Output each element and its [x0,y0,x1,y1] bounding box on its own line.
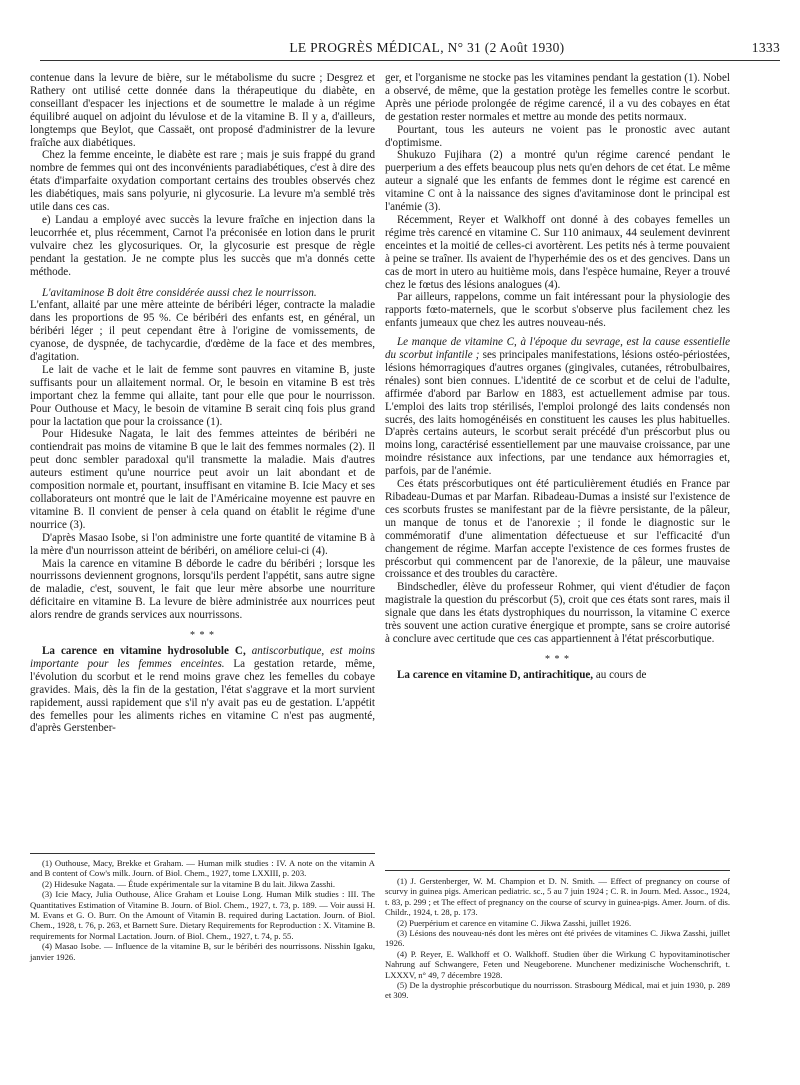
section-text: La gestation retarde, même, l'évolution du scorbut et le rend moins grave chez les femelles du cobaye gravides. Mais, dès la fin de la gestation, l'état s'aggrave et la mort survient rapidement, aussi rapidement que s'il n'y avait pas eu de gestation. L'appétit des femelles pour les aliments riches en vitamine C n'est pas augmenté, d'après Gerstenber- [30,657,375,735]
paragraph: Pour Hidesuke Nagata, le lait des femmes atteintes de béribéri ne contiendrait pas moins de vitamine B que le lait des femmes normales (2). Il peut donc sembler paradoxal qu'il transmette la maladie. Mais d'autres auteurs estiment qu'une nourrice peut avoir un lait abondant et de composition normale et, pourtant, insuffisant en vitamine B. Icie Macy et ses collaborateurs ont montré que le lait de l'Américaine moyenne est pauvre en vitamine B. Il convient de penser à cela quand on établit le régime d'une nourrice (3). [30,428,375,531]
paragraph: Bindschedler, élève du professeur Rohmer, qui vient d'étudier de façon magistrale la question du préscorbut (5), croit que ces états sont rares, mais il signale que dans les états dystrophiques du nourrisson, la vitamine C exerce très souvent une action curative énergique et prompte, sans se croire autorisé à conclure avec certitude que ces cas appartiennent à l'état préscorbutique. [385,581,730,645]
footnote: (1) J. Gerstenberger, W. M. Champion et D. N. Smith. — Effect of pregnancy on course of scurvy in guinea pigs. American pediatric. sc., 5 au 7 juin 1924 ; C. R. in Journ. Med. Assoc., 1924, t. 83, p. 299 ; et The effect of pregnancy on the course of scurvy in guinea-pigs. Amer. Journ. of dis. Childr., 1924, t. 28, p. 173. [385,876,730,918]
paragraph: ger, et l'organisme ne stocke pas les vitamines pendant la gestation (1). Nobel a observé, de même, que la gestation protège les femelles contre le scorbut. Après une période prolongée de régime carencé, il a vu des cobayes en état de gestation rester normales et mettre au monde des petits normaux. [385,72,730,123]
italic-lead: L'avitaminose B doit être considérée aussi chez le nourrisson. [42,286,317,299]
right-footnotes [385,876,730,1001]
section-divider-stars: * * * [545,653,570,665]
footnote: (3) Lésions des nouveau-nés dont les mères ont été privées de vitamines C. Jikwa Zasshi, juillet 1926. [385,928,730,949]
paragraph: Mais la carence en vitamine B déborde le cadre du béribéri ; lorsque les nourrissons deviennent grognons, lorsqu'ils perdent l'appétit, sans autre signe de maladie, c'est, souvent, le fait que leur mère absorbe une nourriture déficitaire en vitamine B. La levure de bière administrée aux nourrices peut alors rendre de grands services aux nourrissons. [30,557,375,622]
paragraph: Ces états préscorbutiques ont été particulièrement étudiés en France par Ribadeau-Dumas et par Marfan. Ribadeau-Dumas a insisté sur l'existence de ces scorbuts frustes se manifestant par de la fièvre persistante, de la pâleur, un manque de tonus et de l'anorexie ; il fonde le diagnostic sur le commémoratif d'une alimentation défectueuse et sur l'efficacité d'un changement de régime. Marfan accepte l'existence de ces formes frustes de préscorbut qui commencent par de l'anorexie, de la pâleur, une mauvaise croissance et des troubles du caractère. [385,478,730,581]
page-number: 1333 [751,40,780,55]
paragraph: contenue dans la levure de bière, sur le métabolisme du sucre ; Desgrez et Rathery ont utilisé cette donnée dans la thérapeutique du diabète, en conseillant d'espacer les injections et de soumettre le malade à un régime équilibré auquel on adjoint du lévulose et de la vitamine B. Il y a, d'ailleurs, longtemps que Beylot, que Cassaët, ont proposé d'administrer de la levure fraîche aux diabétiques. [30,72,375,149]
running-head [289,40,780,56]
paragraph: e) Landau a employé avec succès la levure fraîche en injection dans la leucorrhée et, plus récemment, Carnot l'a préconisée en lotion dans le prurit vulvaire chez les glycosuriques. Or, la glycosurie est presque de règle pendant la gestation. Je ne compte plus les succès que m'a donnés cette méthode. [30,213,375,278]
paragraph: L'enfant, allaité par une mère atteinte de béribéri léger, contracte la maladie dans les proportions de 95 %. Ce béribéri des enfants est, en général, un béribéri léger ; il peut cependant être à l'origine de vomissements, de cyanose, de dyspnée, de tachycardie, d'œdème de la face et des membres, d'agitation. [30,299,375,364]
footnote: (2) Puerpérium et carence en vitamine C. Jikwa Zasshi, juillet 1926. [397,917,632,928]
footnote-rule [385,870,730,871]
footnote: (4) Masao Isobe. — Influence de la vitamine B, sur le béribéri des nourrissons. Nisshin Igaku, janvier 1926. [30,941,375,962]
footnote: (2) Hidesuke Nagata. — Étude expérimentale sur la vitamine B du lait. Jikwa Zasshi. [42,878,336,889]
footnote: (4) P. Reyer, E. Walkhoff et O. Walkhoff. Studien über die Wirkung C hypovitaminotischer Nahrung auf Schwangere, Feten und Neugeborene. Munchener medizinische Wochenschrift, t. LXXXV, n° 49, 7 décembre 1928. [385,948,730,980]
paragraph-text: ses principales manifestations, lésions ostéo-périostées, lésions hémorragiques d'autres organes (gingivales, cutanées, rétrobulbaires, rénales) sont bien connues. L'identité de ce scorbut et de celui de l'adulte, affirmée d'abord par Barlow en 1883, est actuellement admise par tous. L'emploi des laits trop stérilisés, l'emploi prolongé des laits condensés non sucrés, des laits homogénéisés en constituent les causes les plus habituelles. D'après certains auteurs, le scorbut serait précédé d'un préscorbut plus ou moins long, caractérisé essentiellement par une mauvaise croissance, par une moindre résistance aux infections, par une tendance aux hémorragies et, parfois, par de l'anémie. [385,349,730,478]
paragraph: D'après Masao Isobe, si l'on administre une forte quantité de vitamine B à la mère d'un nourrisson atteint de béribéri, on améliore celui-ci (4). [30,531,375,557]
paragraph: Pourtant, tous les auteurs ne voient pas le pronostic avec autant d'optimisme. [385,123,730,149]
footnote-rule [30,853,375,854]
left-column [30,72,375,735]
section-divider-stars: * * * [190,630,215,642]
section-text: au cours de [595,668,647,681]
paragraph: Le lait de vache et le lait de femme sont pauvres en vitamine B, juste suffisants pour un allaitement normal. Or, le besoin en vitamine B est très important chez la femme qui allaite, tant pour elle que pour le nourrisson. Pour Outhouse et Macy, le besoin de vitamine B serait cinq fois plus grand pour la lactation que pour la croissance (1). [30,363,375,428]
paragraph [385,336,730,478]
italic-phrase: antiscorbutique, est moins importante pour les femmes enceintes. [30,644,375,670]
left-footnotes [30,858,375,962]
section-heading: La carence en vitamine D, antirachitique, [397,668,594,681]
paragraph: Par ailleurs, rappelons, comme un fait intéressant pour la physiologie des rapports fœto-maternels, que le scorbut s'observe plus facilement chez les enfants jumeaux que chez les autres nouveau-nés. [385,291,730,330]
section-paragraph [30,645,375,735]
page-header [40,40,780,61]
section-heading: La carence en vitamine hydrosoluble C, [42,644,246,657]
paragraph: Récemment, Reyer et Walkhoff ont donné à des cobayes femelles un régime très carencé en vitamine C. Sur 110 animaux, 44 seulement devinrent enceintes et la moitié de celles-ci avortèrent. Les petits nés à terme pouvaient à peine se traîner. Ils avaient de l'hyperhémie des os et des gencives. Dans un cas de mort in utero au huitième mois, dans l'espèce humaine, Reyer a trouvé chez le fœtus des lésions analogues (4). [385,213,730,291]
section-paragraph [385,669,730,682]
footnote: (5) De la dystrophie préscorbutique du nourrisson. Strasbourg Médical, mai et juin 1930, p. 289 et 309. [385,980,730,1001]
right-column [385,72,730,682]
italic-phrase: Le manque de vitamine C, à l'époque du sevrage, est la cause essentielle du scorbut infantile ; [385,336,730,362]
journal-title: LE PROGRÈS MÉDICAL, N° 31 (2 Août 1930) [289,40,565,55]
paragraph: Chez la femme enceinte, le diabète est rare ; mais je suis frappé du grand nombre de femmes qui ont des inconvénients paradiabétiques, c'est à dire des états d'imparfaite oxydation comportant certains des troubles observés chez les diabétiques, mais sans polyurie, ni glycosurie. La levure m'a semblé très utile dans ces cas. [30,149,375,214]
footnote: (3) Icie Macy, Julia Outhouse, Alice Graham et Louise Long. Human Milk studies : III. The Quantitatives Estimation of Vitamine B. Journ. of Biol. Chem., 1927, t. 73, p. 189. — Voir aussi H. M. Evans et G. O. Burr. On the Amount of Vitamin B. required during Lactation. Journ. of Biol. Chem., 1928, t. 76, p. 263, et Barnett Sure. Dietary Requirements for Reproduction : X. Vitamine B. requirements for Normal Lactation. Journ. of Biol. Chem., 1927, t. 74, p. 55. [30,889,375,941]
footnote: (1) Outhouse, Macy, Brekke et Graham. — Human milk studies : IV. A note on the vitamin A and B content of Cow's milk. Journ. of Biol. Chem., 1927, tome LXXIII, p. 203. [30,858,375,879]
paragraph: Shukuzo Fujihara (2) a montré qu'un régime carencé pendant le puerperium a des effets beaucoup plus nets qu'en dehors de cet état. Le même auteur a signalé que les enfants de femmes dont le régime est carencé en vitamine C ont à la naissance des signes d'avitaminose dont le principal est l'anémie (3). [385,149,730,214]
